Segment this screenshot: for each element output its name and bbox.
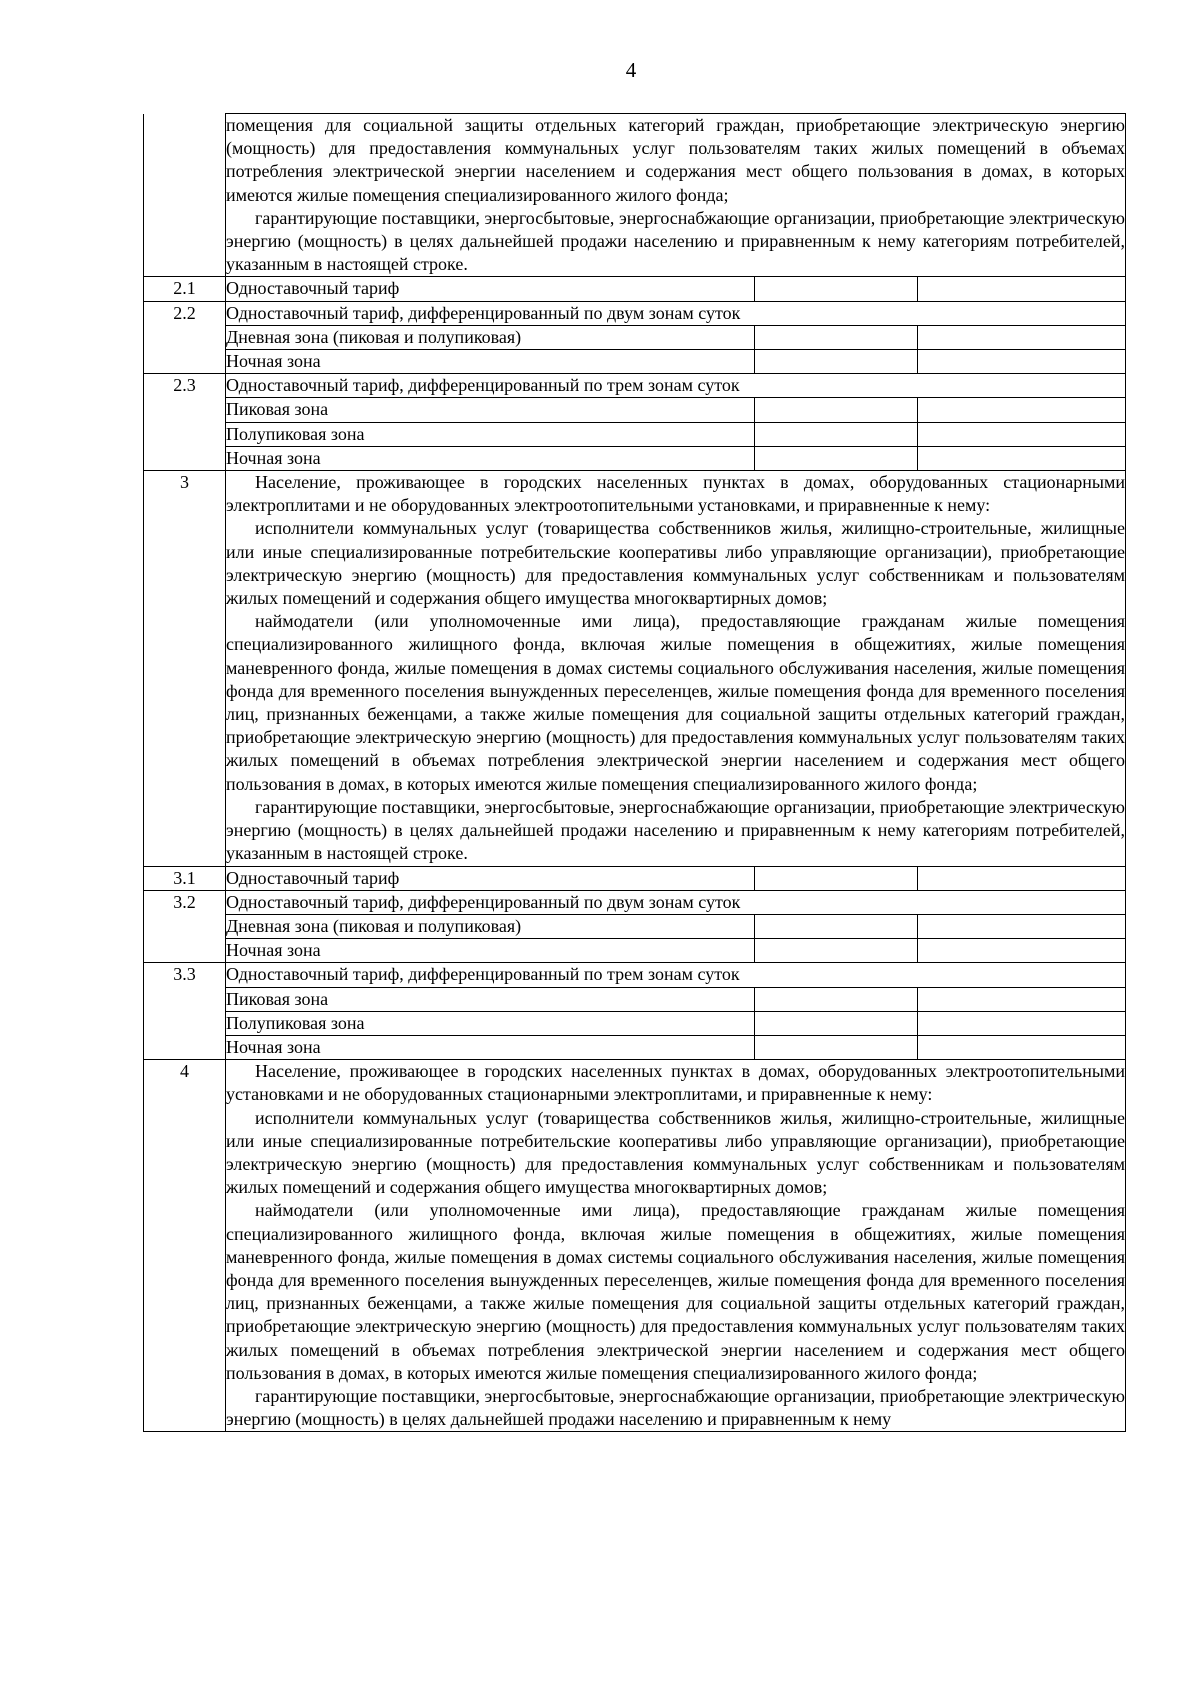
value-cell <box>917 398 1125 422</box>
value-cell <box>917 350 1125 374</box>
value-cell <box>754 350 917 374</box>
value-cell <box>917 866 1125 890</box>
paragraph: Население, проживающее в городских населенных пунктах в домах, оборудованных стационарными электроплитами и не оборудованных электроотопительными установками, и приравненные к нему: <box>226 472 1125 516</box>
paragraph: гарантирующие поставщики, энергосбытовые, энергоснабжающие организации, приобретающие электрическую энергию (мощность) в целях дальнейшей продажи населению и приравненным к нему <box>226 1385 1125 1430</box>
paragraph: наймодатели (или уполномоченные ими лица), предоставляющие гражданам жилые помещения специализированного жилищного фонда, включая жилые помещения в общежитиях, жилые помещения маневренного фонда, жилые помещения в домах системы социального обслуживания населения, жилые помещения фонда для временного поселения вынужденных переселенцев, жилые помещения фонда для временного поселения лиц, признанных беженцами, а также жилые помещения для социальной защиты отдельных категорий граждан, приобретающие электрическую энергию (мощность) для предоставления коммунальных услуг пользователям таких жилых помещений в объемах потребления электрической энергии населением и содержания мест общего пользования в домах, в которых имеются жилые помещения специализированного жилого фонда; <box>226 611 1125 794</box>
table-row <box>144 866 1126 890</box>
row-number: 3.2 <box>144 890 226 963</box>
value-cell <box>754 325 917 349</box>
zone-label: Полупиковая зона <box>226 422 755 446</box>
zone-label: Дневная зона (пиковая и полупиковая) <box>226 325 755 349</box>
tariff-label: Одноставочный тариф, дифференцированный по трем зонам суток <box>226 374 1126 398</box>
table-row <box>144 1035 1126 1059</box>
tariff-label: Одноставочный тариф, дифференцированный по двум зонам суток <box>226 890 1126 914</box>
value-cell <box>917 325 1125 349</box>
row-number: 3.3 <box>144 963 226 1060</box>
paragraph: гарантирующие поставщики, энергосбытовые, энергоснабжающие организации, приобретающие электрическую энергию (мощность) в целях дальнейшей продажи населению и приравненным к нему категориям потребителей, указанным в настоящей строке. <box>226 207 1125 275</box>
table-row <box>144 963 1126 987</box>
row-3 <box>144 471 1126 866</box>
value-cell <box>754 987 917 1011</box>
row-description <box>226 471 1126 866</box>
row-description <box>226 114 1126 277</box>
paragraph: гарантирующие поставщики, энергосбытовые, энергоснабжающие организации, приобретающие электрическую энергию (мощность) в целях дальнейшей продажи населению и приравненным к нему категориям потребителей, указанным в настоящей строке. <box>226 796 1125 864</box>
value-cell <box>917 277 1125 301</box>
value-cell <box>754 939 917 963</box>
row-description <box>226 1060 1126 1432</box>
zone-label: Пиковая зона <box>226 398 755 422</box>
table-row <box>144 1011 1126 1035</box>
value-cell <box>754 866 917 890</box>
value-cell <box>754 1035 917 1059</box>
zone-label: Ночная зона <box>226 939 755 963</box>
zone-label: Полупиковая зона <box>226 1011 755 1035</box>
value-cell <box>917 1035 1125 1059</box>
row-number: 2.1 <box>144 277 226 301</box>
table-row <box>144 914 1126 938</box>
table-row <box>144 446 1126 470</box>
value-cell <box>917 1011 1125 1035</box>
paragraph: исполнители коммунальных услуг (товарищества собственников жилья, жилищно-строительные, жилищные или иные специализированные потребительские кооперативы либо управляющие организации), приобретающие электрическую энергию (мощность) для предоставления коммунальных услуг собственникам и пользователям жилых помещений и содержания общего имущества многоквартирных домов; <box>226 1107 1125 1198</box>
value-cell <box>917 422 1125 446</box>
value-cell <box>917 939 1125 963</box>
value-cell <box>754 422 917 446</box>
paragraph: исполнители коммунальных услуг (товарищества собственников жилья, жилищно-строительные, жилищные или иные специализированные потребительские кооперативы либо управляющие организации), приобретающие электрическую энергию (мощность) для предоставления коммунальных услуг собственникам и пользователям жилых помещений и содержания общего имущества многоквартирных домов; <box>226 518 1125 609</box>
zone-label: Дневная зона (пиковая и полупиковая) <box>226 914 755 938</box>
tariff-label: Одноставочный тариф, дифференцированный по трем зонам суток <box>226 963 1126 987</box>
row-number: 2.2 <box>144 301 226 374</box>
tariff-label: Одноставочный тариф <box>226 277 755 301</box>
table-row <box>144 325 1126 349</box>
table-row <box>144 301 1126 325</box>
paragraph: Население, проживающее в городских населенных пунктах в домах, оборудованных электроотопительными установками и не оборудованных стационарными электроплитами, и приравненные к нему: <box>226 1061 1125 1105</box>
paragraph: помещения для социальной защиты отдельных категорий граждан, приобретающие электрическую энергию (мощность) для предоставления коммунальных услуг пользователям таких жилых помещений в объемах потребления электрической энергии населением и содержания мест общего пользования в домах, в которых имеются жилые помещения специализированного жилого фонда; <box>226 115 1125 205</box>
value-cell <box>754 914 917 938</box>
tariff-table <box>143 113 1126 1432</box>
table-row <box>144 890 1126 914</box>
value-cell <box>917 446 1125 470</box>
table-row <box>144 987 1126 1011</box>
row-number: 3 <box>144 471 226 866</box>
table-row <box>144 277 1126 301</box>
value-cell <box>917 987 1125 1011</box>
value-cell <box>754 1011 917 1035</box>
row-4 <box>144 1060 1126 1432</box>
table-row <box>144 398 1126 422</box>
table-row <box>144 374 1126 398</box>
value-cell <box>754 398 917 422</box>
value-cell <box>917 914 1125 938</box>
tariff-label: Одноставочный тариф, дифференцированный по двум зонам суток <box>226 301 1126 325</box>
table-row <box>144 350 1126 374</box>
paragraph: наймодатели (или уполномоченные ими лица), предоставляющие гражданам жилые помещения специализированного жилищного фонда, включая жилые помещения в общежитиях, жилые помещения маневренного фонда, жилые помещения в домах системы социального обслуживания населения, жилые помещения фонда для временного поселения вынужденных переселенцев, жилые помещения фонда для временного поселения лиц, признанных беженцами, а также жилые помещения для социальной защиты отдельных категорий граждан, приобретающие электрическую энергию (мощность) для предоставления коммунальных услуг пользователям таких жилых помещений в объемах потребления электрической энергии населением и содержания мест общего пользования в домах, в которых имеются жилые помещения специализированного жилого фонда; <box>226 1200 1125 1383</box>
value-cell <box>754 446 917 470</box>
row-2-continuation <box>144 114 1126 277</box>
zone-label: Пиковая зона <box>226 987 755 1011</box>
page-number: 4 <box>625 58 637 82</box>
row-number: 4 <box>144 1060 226 1432</box>
row-number: 3.1 <box>144 866 226 890</box>
zone-label: Ночная зона <box>226 1035 755 1059</box>
table-row <box>144 422 1126 446</box>
tariff-label: Одноставочный тариф <box>226 866 755 890</box>
value-cell <box>754 277 917 301</box>
row-number-cell <box>144 114 226 277</box>
table-row <box>144 939 1126 963</box>
zone-label: Ночная зона <box>226 446 755 470</box>
row-number: 2.3 <box>144 374 226 471</box>
zone-label: Ночная зона <box>226 350 755 374</box>
